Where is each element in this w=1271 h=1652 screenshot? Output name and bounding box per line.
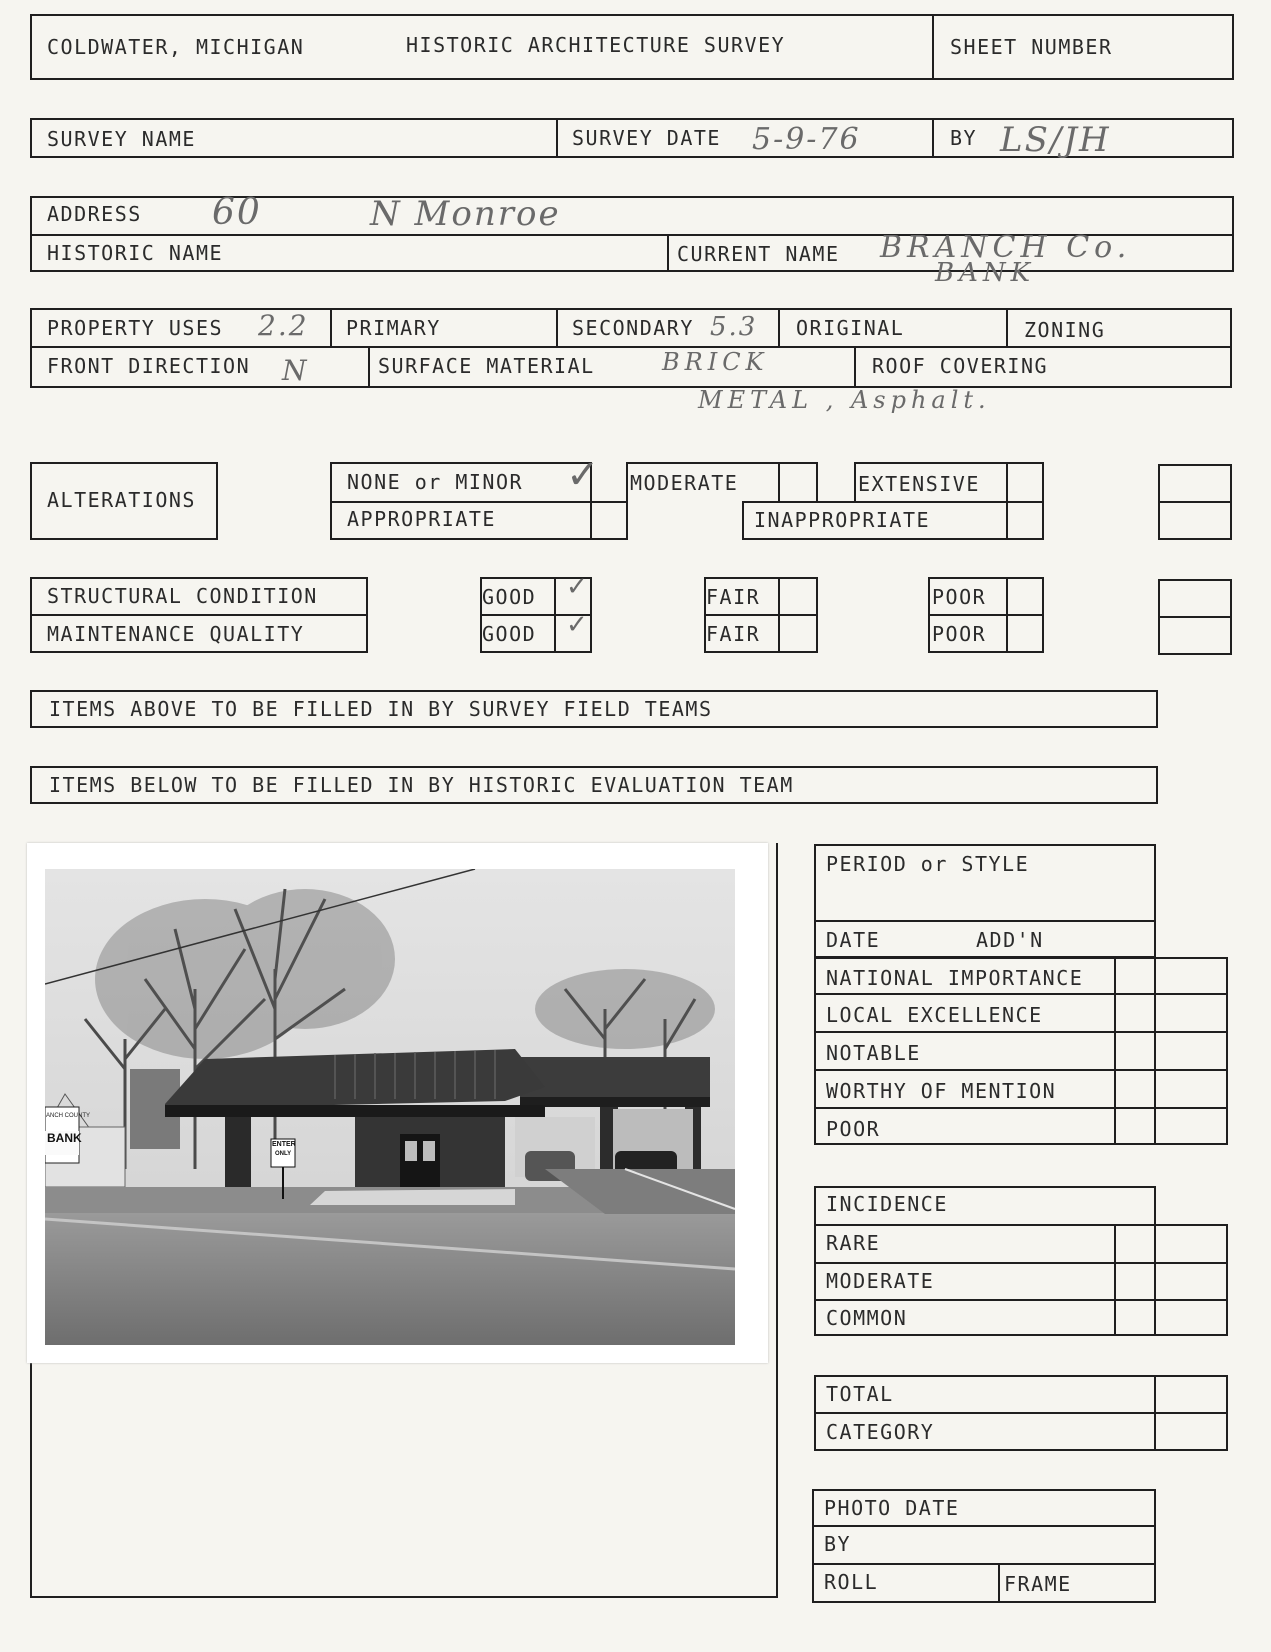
current-name-label: CURRENT NAME bbox=[677, 242, 840, 266]
date-label: DATE bbox=[826, 928, 881, 952]
fair-divider bbox=[704, 614, 818, 616]
note-below: ITEMS BELOW TO BE FILLED IN BY HISTORIC EVALUATION TEAM bbox=[49, 773, 794, 797]
property-uses-value: 2.2 bbox=[258, 309, 309, 342]
poor-structural: POOR bbox=[932, 585, 987, 609]
property-col-6 bbox=[854, 346, 856, 388]
surface-material-label: SURFACE MATERIAL bbox=[378, 354, 595, 378]
fair-structural: FAIR bbox=[706, 585, 761, 609]
worthy-label: WORTHY OF MENTION bbox=[826, 1079, 1057, 1103]
survey-date-label: SURVEY DATE bbox=[572, 126, 721, 150]
alt-v-8 bbox=[1006, 462, 1008, 540]
eval-row-4 bbox=[814, 1107, 1228, 1109]
note-above: ITEMS ABOVE TO BE FILLED IN BY SURVEY FIELD TEAMS bbox=[49, 697, 713, 721]
inc-row-2 bbox=[814, 1299, 1228, 1301]
frame-label: FRAME bbox=[1004, 1572, 1072, 1596]
alt-v-3 bbox=[626, 462, 628, 540]
good-col bbox=[554, 577, 556, 653]
roll-label: ROLL bbox=[824, 1570, 879, 1594]
totals-divider bbox=[814, 1412, 1228, 1414]
historic-name-label: HISTORIC NAME bbox=[47, 241, 224, 265]
original-label: ORIGINAL bbox=[796, 316, 905, 340]
zoning-label: ZONING bbox=[1024, 318, 1106, 342]
alt-bottom-1 bbox=[330, 538, 626, 540]
good-maintenance-check: ✓ bbox=[566, 610, 590, 640]
alt-v-9 bbox=[1042, 462, 1044, 540]
alt-bottom-2 bbox=[742, 538, 1044, 540]
incidence-label: INCIDENCE bbox=[826, 1192, 948, 1216]
survey-date-value: 5-9-76 bbox=[752, 122, 861, 157]
local-excellence-label: LOCAL EXCELLENCE bbox=[826, 1003, 1043, 1027]
period-style-label: PERIOD or STYLE bbox=[826, 852, 1030, 876]
survey-name-label: SURVEY NAME bbox=[47, 127, 196, 151]
poor-col bbox=[1006, 577, 1008, 653]
addn-label: ADD'N bbox=[976, 928, 1044, 952]
alt-v-4 bbox=[778, 462, 780, 502]
header-divider bbox=[932, 14, 934, 80]
property-col-3 bbox=[778, 308, 780, 346]
roof-covering-label: ROOF COVERING bbox=[872, 354, 1049, 378]
secondary-label: SECONDARY bbox=[572, 316, 694, 340]
address-number: 60 bbox=[212, 192, 262, 233]
property-divider bbox=[30, 346, 1232, 348]
alt-v-1 bbox=[330, 462, 332, 540]
notable-label: NOTABLE bbox=[826, 1041, 921, 1065]
property-col-5 bbox=[368, 346, 370, 388]
eval-col-2 bbox=[1154, 957, 1156, 1145]
photo-info-row-2 bbox=[812, 1563, 1156, 1565]
secondary-value: 5.3 bbox=[710, 312, 758, 342]
eval-poor-label: POOR bbox=[826, 1117, 881, 1141]
inc-row-1 bbox=[814, 1262, 1228, 1264]
alt-v-7 bbox=[854, 462, 856, 502]
photo-info-row-1 bbox=[812, 1525, 1156, 1527]
eval-col-1 bbox=[1114, 957, 1116, 1145]
alt-v-5 bbox=[816, 462, 818, 502]
bank-sign-line1: ANCH COUNTY bbox=[46, 1113, 91, 1119]
common-label: COMMON bbox=[826, 1306, 908, 1330]
alt-moderate: MODERATE bbox=[630, 471, 739, 495]
address-label: ADDRESS bbox=[47, 202, 142, 226]
maintenance-quality-label: MAINTENANCE QUALITY bbox=[47, 622, 305, 646]
survey-divider-2 bbox=[932, 118, 934, 158]
front-direction-value: N bbox=[282, 354, 309, 387]
photo-date-label: PHOTO DATE bbox=[824, 1496, 960, 1520]
property-col-1 bbox=[330, 308, 332, 346]
condition-side-divider bbox=[1158, 616, 1232, 618]
eval-row-3 bbox=[814, 1069, 1228, 1071]
category-label: CATEGORY bbox=[826, 1420, 935, 1444]
alt-mid-1 bbox=[330, 501, 626, 503]
inc-col-1 bbox=[1114, 1224, 1116, 1336]
alt-extensive: EXTENSIVE bbox=[858, 472, 980, 496]
photo-card bbox=[27, 843, 768, 1363]
rare-label: RARE bbox=[826, 1231, 881, 1255]
total-label: TOTAL bbox=[826, 1382, 894, 1406]
photo-by-label: BY bbox=[824, 1532, 852, 1556]
alt-none-minor: NONE or MINOR bbox=[347, 470, 524, 494]
survey-by-label: BY bbox=[950, 126, 978, 150]
current-name-divider bbox=[667, 234, 669, 272]
inc-moderate-label: MODERATE bbox=[826, 1269, 935, 1293]
eval-row-2 bbox=[814, 1031, 1228, 1033]
national-importance-label: NATIONAL IMPORTANCE bbox=[826, 966, 1084, 990]
alt-top-1 bbox=[330, 462, 590, 464]
good-maintenance: GOOD bbox=[482, 622, 537, 646]
sheet-number-label: SHEET NUMBER bbox=[950, 35, 1113, 59]
alt-none-minor-check: ✓ bbox=[566, 452, 602, 498]
primary-label: PRIMARY bbox=[346, 316, 441, 340]
enter-sign-line2: ONLY bbox=[275, 1151, 292, 1157]
front-direction-label: FRONT DIRECTION bbox=[47, 354, 251, 378]
inc-col-2 bbox=[1154, 1224, 1156, 1336]
structural-condition-label: STRUCTURAL CONDITION bbox=[47, 584, 318, 608]
condition-label-divider bbox=[30, 614, 368, 616]
current-name-line2: BANK bbox=[935, 258, 1036, 288]
survey-divider-1 bbox=[556, 118, 558, 158]
poor-maintenance: POOR bbox=[932, 622, 987, 646]
current-name-line1: BRANCH Co. bbox=[880, 230, 1132, 265]
building-photo bbox=[45, 869, 735, 1345]
header-city: COLDWATER, MICHIGAN bbox=[47, 35, 305, 59]
surface-material-value: BRICK bbox=[662, 348, 769, 376]
eval-period-divider bbox=[814, 920, 1156, 922]
alt-v-6 bbox=[742, 501, 744, 539]
good-structural: GOOD bbox=[482, 585, 537, 609]
enter-sign-line1: ENTER bbox=[272, 1141, 296, 1148]
property-uses-label: PROPERTY USES bbox=[47, 316, 224, 340]
alterations-label: ALTERATIONS bbox=[47, 488, 196, 512]
fair-col bbox=[778, 577, 780, 653]
totals-col bbox=[1154, 1375, 1156, 1451]
photo-area-right-line bbox=[776, 843, 778, 1598]
address-street: N Monroe bbox=[370, 194, 561, 234]
eval-row-1 bbox=[814, 993, 1228, 995]
photo-area-bottom-line bbox=[30, 1596, 778, 1598]
survey-row-end bbox=[1232, 118, 1234, 158]
good-structural-check: ✓ bbox=[566, 572, 590, 602]
property-col-4 bbox=[1006, 308, 1008, 346]
bank-sign-line2: BANK bbox=[47, 1131, 82, 1145]
fair-maintenance: FAIR bbox=[706, 622, 761, 646]
photo-drawing bbox=[45, 869, 735, 1345]
survey-by-value: LS/JH bbox=[1000, 120, 1111, 160]
alt-top-3 bbox=[854, 462, 1044, 464]
alt-mid-2 bbox=[742, 501, 1044, 503]
alt-inappropriate: INAPPROPRIATE bbox=[754, 508, 931, 532]
alt-appropriate: APPROPRIATE bbox=[347, 507, 496, 531]
alt-side-divider bbox=[1158, 501, 1232, 503]
photo-area-left-line bbox=[30, 1360, 32, 1598]
poor-divider bbox=[928, 614, 1044, 616]
alt-top-2 bbox=[628, 462, 816, 464]
materials-note: METAL , Asphalt. bbox=[698, 386, 991, 414]
photo-info-col bbox=[998, 1563, 1000, 1603]
header-title: HISTORIC ARCHITECTURE SURVEY bbox=[406, 33, 786, 57]
property-col-2 bbox=[556, 308, 558, 346]
